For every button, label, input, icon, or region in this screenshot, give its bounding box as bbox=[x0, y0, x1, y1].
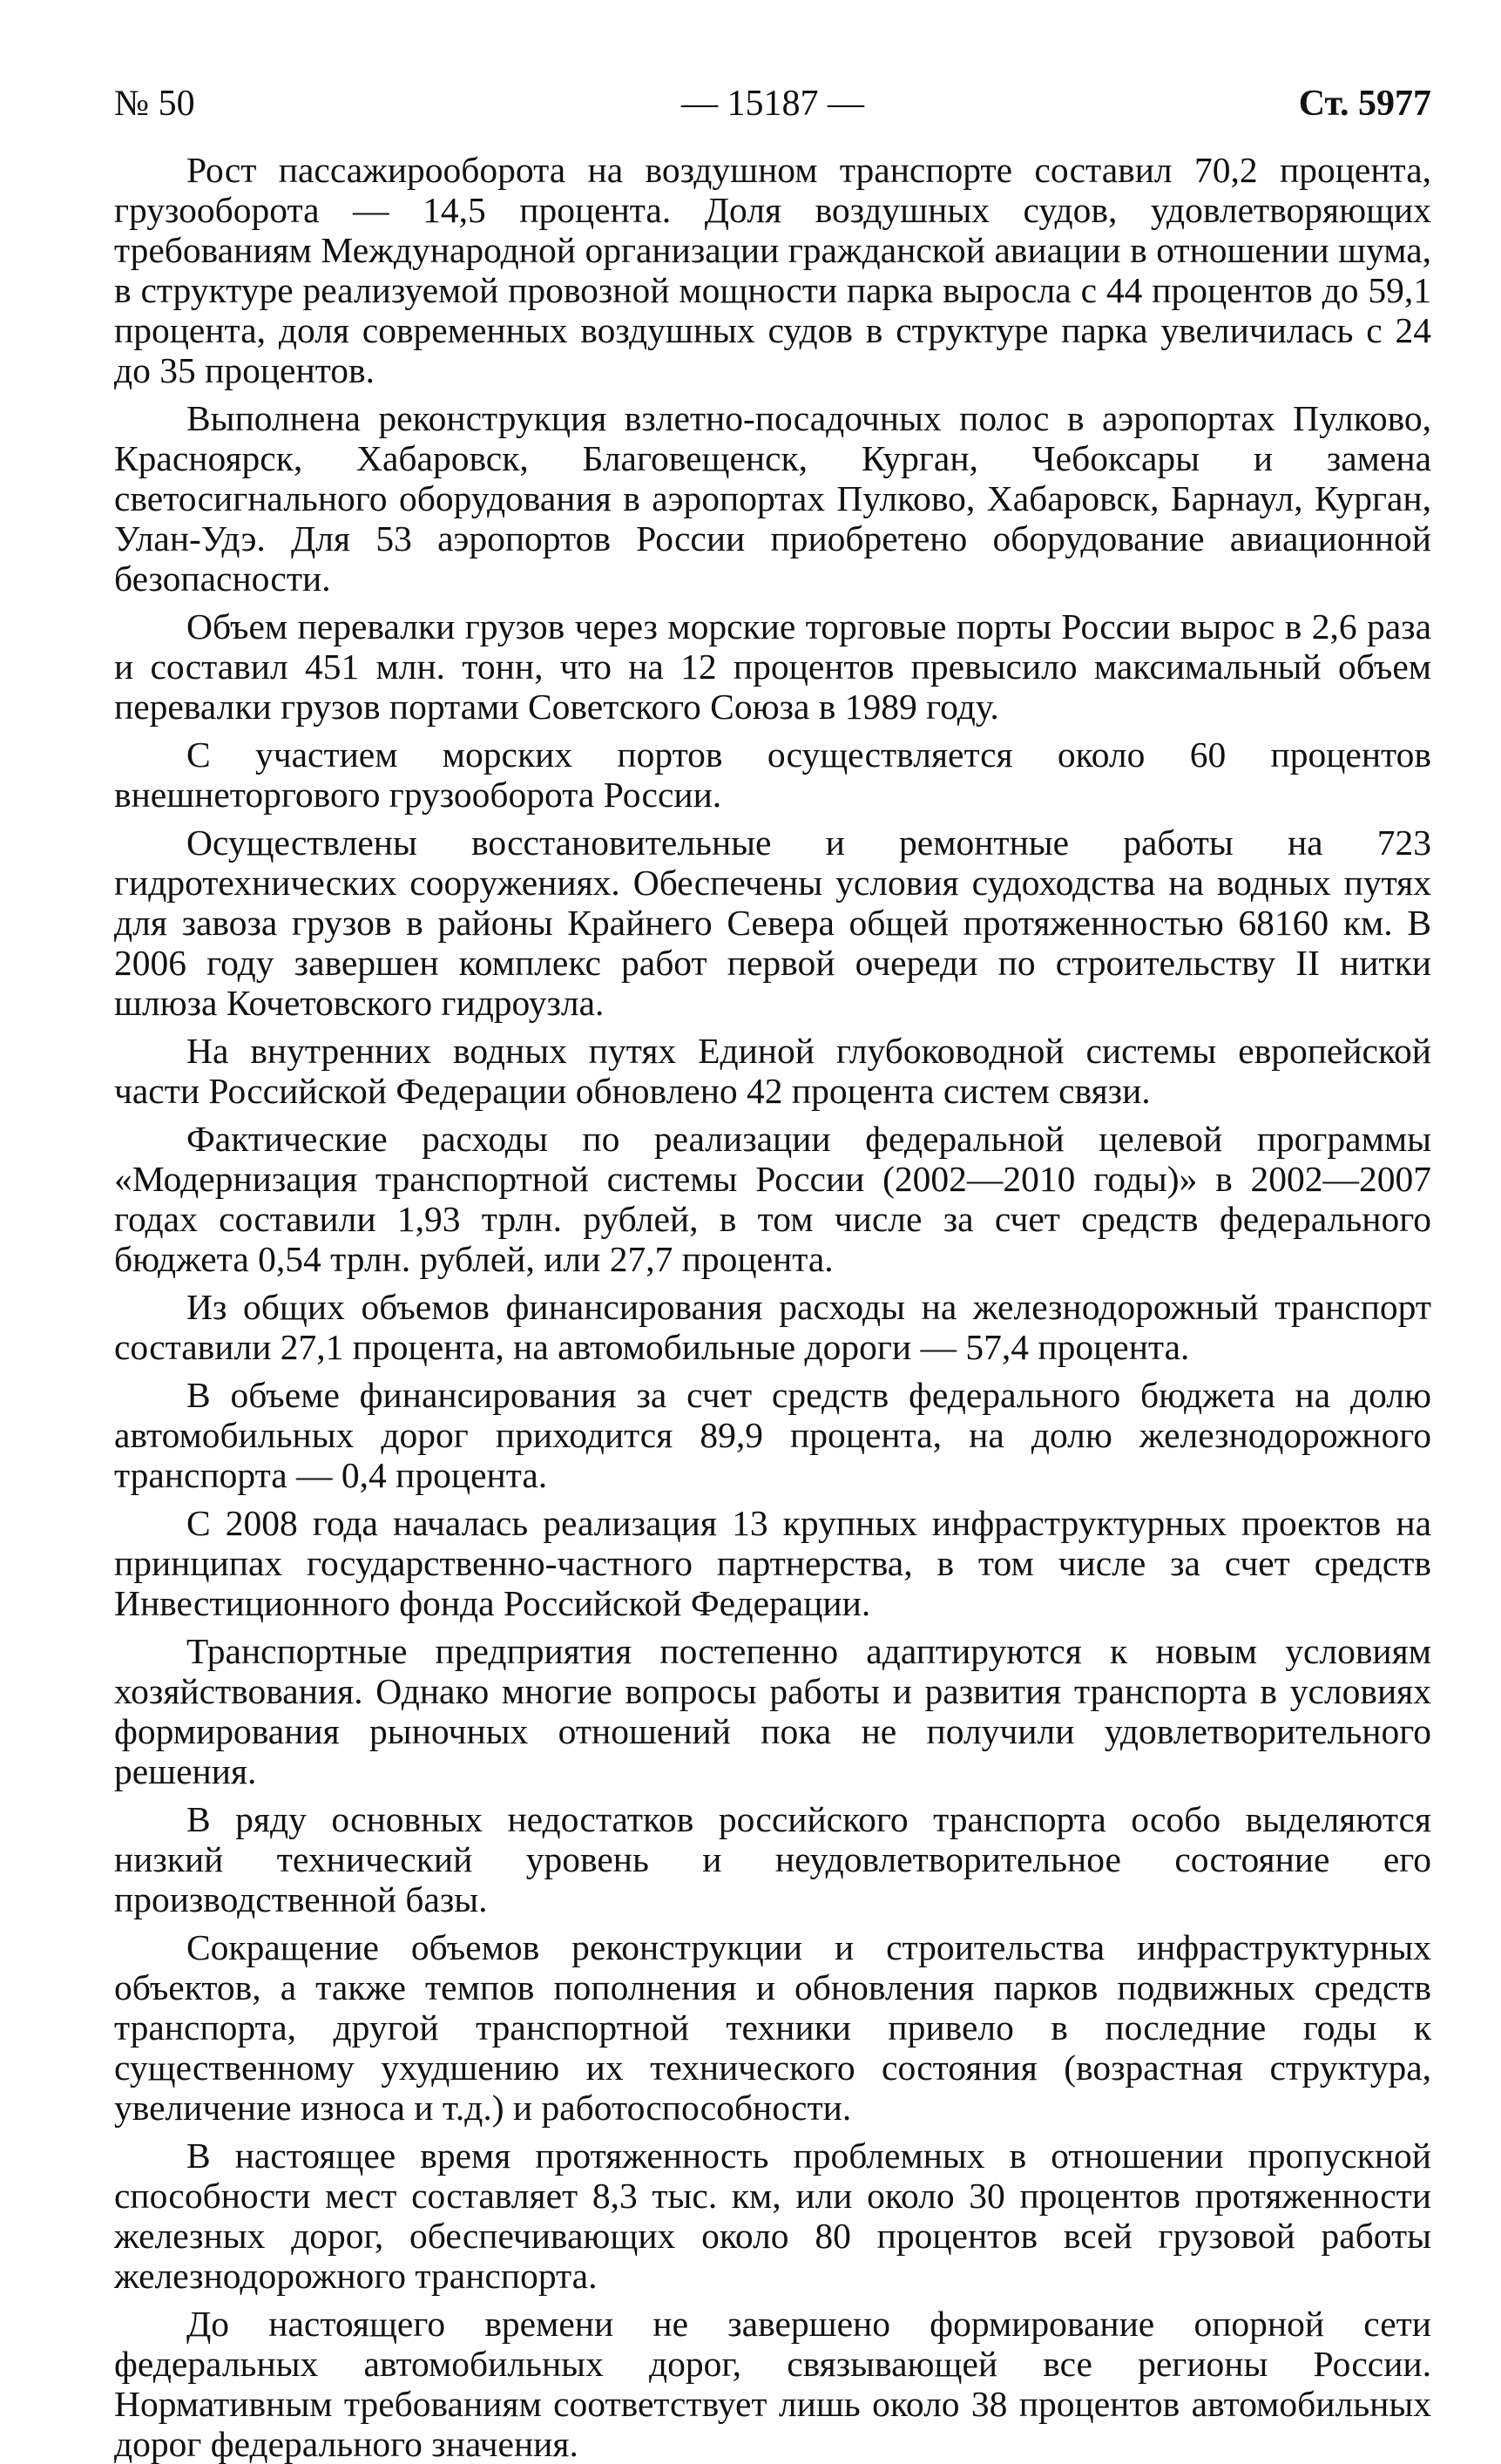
page-number: — 15187 — bbox=[681, 84, 864, 124]
paragraph: С 2008 года началась реализация 13 крупных инфраструктурных проектов на принципах государственно-частного партнерства, в том числе за счет средств Инвестиционного фонда Российской Федерации. bbox=[114, 1503, 1431, 1623]
body-text bbox=[114, 150, 1431, 2464]
paragraph: Из общих объемов финансирования расходы на железнодорожный транспорт составили 27,1 процента, на автомобильные дороги — 57,4 процента. bbox=[114, 1287, 1431, 1367]
issue-number: № 50 bbox=[114, 84, 195, 124]
paragraph: Объем перевалки грузов через морские торговые порты России вырос в 2,6 раза и составил 451 млн. тонн, что на 12 процентов превысило максимальный объем перевалки грузов портами Советского Союза в 1989 году. bbox=[114, 606, 1431, 727]
paragraph: Осуществлены восстановительные и ремонтные работы на 723 гидротехнических сооружениях. Обеспечены условия судоходства на водных путях для завоза грузов в районы Крайнего Севера общей протяженностью 68160 км. В 2006 году завершен комплекс работ первой очереди по строительству II нитки шлюза Кочетовского гидроузла. bbox=[114, 822, 1431, 1023]
paragraph: С участием морских портов осуществляется около 60 процентов внешнеторгового грузооборота России. bbox=[114, 734, 1431, 815]
page-header bbox=[114, 77, 1431, 131]
paragraph: Сокращение объемов реконструкции и строительства инфраструктурных объектов, а также темпов пополнения и обновления парков подвижных средств транспорта, другой транспортной техники привело в последние годы к существенному ухудшению их технического состояния (возрастная структура, увеличение износа и т.д.) и работоспособности. bbox=[114, 1927, 1431, 2128]
paragraph: До настоящего времени не завершено формирование опорной сети федеральных автомобильных дорог, связывающей все регионы России. Нормативным требованиям соответствует лишь около 38 процентов автомобильных дорог федерального значения. bbox=[114, 2304, 1431, 2464]
paragraph: Транспортные предприятия постепенно адаптируются к новым условиям хозяйствования. Однако многие вопросы работы и развития транспорта в условиях формирования рыночных отношений пока не получили удовлетворительного решения. bbox=[114, 1631, 1431, 1791]
paragraph: В настоящее время протяженность проблемных в отношении пропускной способности мест составляет 8,3 тыс. км, или около 30 процентов протяженности железных дорог, обеспечивающих около 80 процентов всей грузовой работы железнодорожного транспорта. bbox=[114, 2136, 1431, 2296]
paragraph: Рост пассажирооборота на воздушном транспорте составил 70,2 процента, грузооборота — 14,5 процента. Доля воздушных судов, удовлетворяющих требованиям Международной организации гражданской авиации в отношении шума, в структуре реализуемой провозной мощности парка выросла с 44 процентов до 59,1 процента, доля современных воздушных судов в структуре парка увеличилась с 24 до 35 процентов. bbox=[114, 150, 1431, 390]
paragraph: На внутренних водных путях Единой глубоководной системы европейской части Российской Федерации обновлено 42 процента систем связи. bbox=[114, 1031, 1431, 1111]
paragraph: В ряду основных недостатков российского транспорта особо выделяются низкий технический уровень и неудовлетворительное состояние его производственной базы. bbox=[114, 1799, 1431, 1919]
article-number: Ст. 5977 bbox=[1298, 84, 1431, 124]
paragraph: Выполнена реконструкция взлетно-посадочных полос в аэропортах Пулково, Красноярск, Хабаровск, Благовещенск, Курган, Чебоксары и замена светосигнального оборудования в аэропортах Пулково, Хабаровск, Барнаул, Курган, Улан-Удэ. Для 53 аэропортов России приобретено оборудование авиационной безопасности. bbox=[114, 398, 1431, 599]
paragraph: В объеме финансирования за счет средств федерального бюджета на долю автомобильных дорог приходится 89,9 процента, на долю железнодорожного транспорта — 0,4 процента. bbox=[114, 1375, 1431, 1495]
paragraph: Фактические расходы по реализации федеральной целевой программы «Модернизация транспортной системы России (2002—2010 годы)» в 2002—2007 годах составили 1,93 трлн. рублей, в том числе за счет средств федерального бюджета 0,54 трлн. рублей, или 27,7 процента. bbox=[114, 1119, 1431, 1279]
